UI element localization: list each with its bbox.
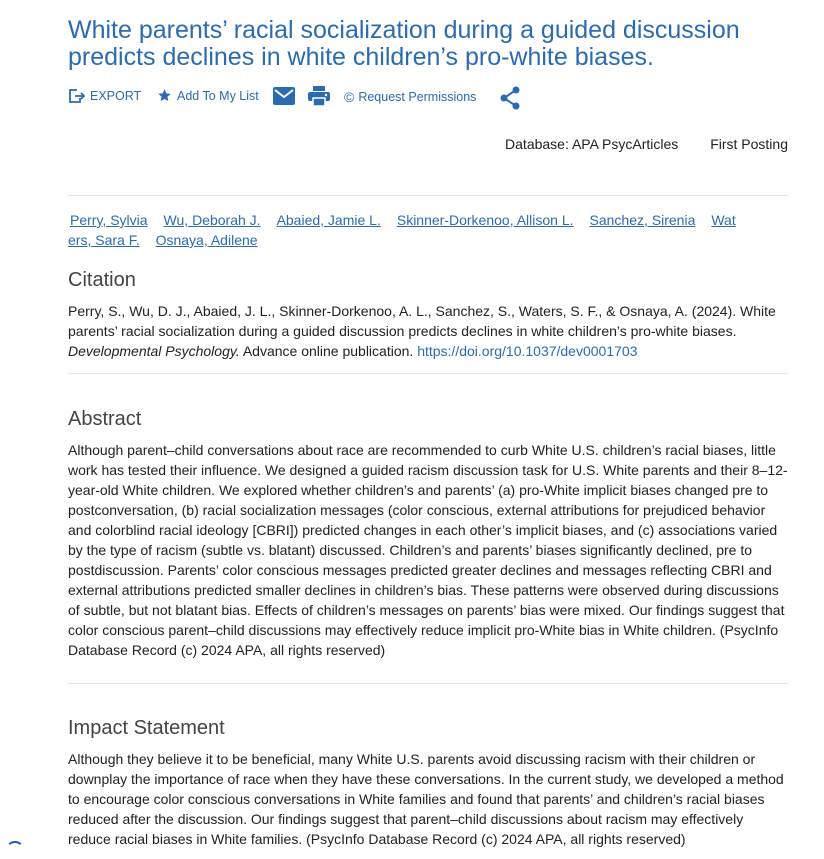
email-icon [273,87,295,105]
citation-body: Perry, S., Wu, D. J., Abaied, J. L., Skinner-Dorkenoo, A. L., Sanchez, S., Waters, S. F., & Osnaya, A. (2024). White parents’ racial socialization during a guided discussion predicts declines in white children’s pro-white biases. [68,303,776,339]
author-link[interactable]: Wat [711,212,736,228]
article-meta [477,136,788,152]
export-label: EXPORT [90,89,142,103]
impact-text: Although they believe it to be beneficial, many White U.S. parents avoid discussing racism with their children or downplay the importance of race when they have these conversations. In the current study, we developed a method to encourage color conscious conversations in White families and found that parents’ and children’s racial biases reduced after the discussion. Our findings suggest that parent–child discussions about racism may effectively reduce racial biases in White families. (PsycInfo Database Record (c) 2024 APA, all rights reserved) [68,751,784,847]
share-button[interactable] [499,86,521,110]
author-link[interactable]: ers, Sara F. [68,232,140,248]
author-link[interactable]: Skinner-Dorkenoo, Allison L. [396,212,574,228]
print-button[interactable] [308,86,330,106]
export-button[interactable] [68,88,141,104]
citation-heading: Citation [68,269,136,291]
doi-link[interactable]: https://doi.org/10.1037/dev0001703 [417,343,638,359]
request-permissions-label: Request Permissions [358,90,477,104]
email-button[interactable] [273,87,295,105]
article-toolbar [68,86,788,112]
add-to-list-button[interactable] [157,88,259,103]
author-link[interactable]: Wu, Deborah J. [163,212,261,228]
share-icon [499,86,521,110]
star-icon [157,88,172,103]
citation-text [68,301,788,361]
divider [68,195,788,196]
print-icon [308,86,330,106]
divider [68,683,788,684]
export-icon [68,88,86,104]
citation-journal: Developmental Psychology. [68,343,240,359]
author-list [68,210,768,250]
status-label: First Posting [710,136,788,152]
author-link[interactable]: Abaied, Jamie L. [276,212,381,228]
article-title: White parents’ racial socialization during a guided discussion predicts declines in white children’s pro-white biases. [68,16,740,71]
author-link[interactable]: Sanchez, Sirenia [589,212,696,228]
author-link[interactable]: Osnaya, Adilene [155,232,258,248]
divider [68,373,788,374]
author-link[interactable]: Perry, Sylvia [70,212,148,228]
citation-note: Advance online publication. [239,343,418,359]
abstract-text: Although parent–child conversations about race are recommended to curb White U.S. children’s racial biases, little work has tested their influence. We designed a guided racism discussion task for U.S. White parents and their 8–12-year-old White children. We explored whether children’s and parents’ (a) pro-White implicit biases changed pre to postconversation, (b) racial socialization messages (color conscious, external attributions for prejudiced behavior and colorblind racial ideology [CBRI]) predicted changes in each other’s implicit biases, and (c) associations varied by the type of racism (subtle vs. blatant) discussed. Children’s and parents’ biases significantly declined, pre to postdiscussion. Parents’ color conscious messages predicted greater declines and messages reflecting CBRI and external attributions predicted smaller declines in children’s bias. These patterns were observed during discussions of subtle, but not blatant bias. Effects of children’s messages on parents’ bias were mixed. Our findings suggest that color conscious parent–child discussions may effectively reduce implicit pro-White bias in White children. (PsycInfo Database Record (c) 2024 APA, all rights reserved) [68,442,788,658]
loading-indicator [6,841,24,859]
impact-heading: Impact Statement [68,717,225,739]
database-label: Database: APA PsycArticles [505,136,679,152]
copyright-icon: © [344,89,355,105]
add-to-list-label: Add To My List [177,88,259,103]
request-permissions-button[interactable] [344,89,476,105]
abstract-heading: Abstract [68,408,142,430]
